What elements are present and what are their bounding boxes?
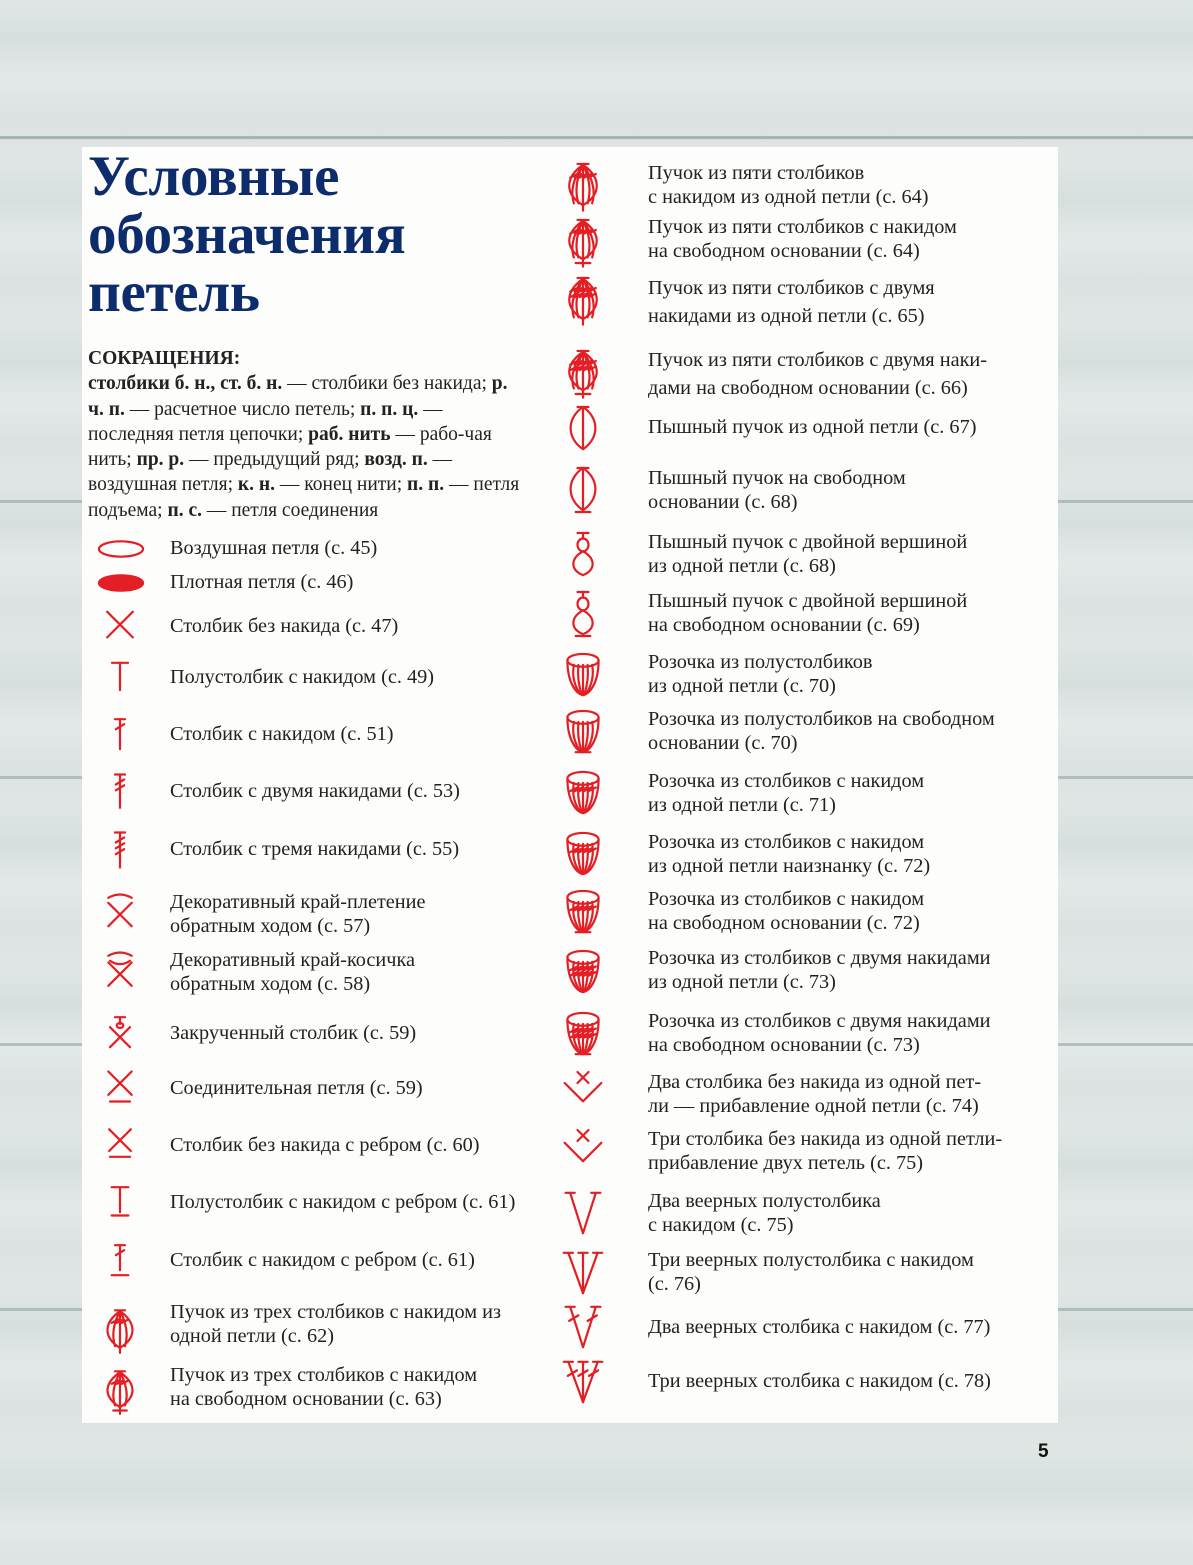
abbr-term: р. ч. п.	[88, 373, 508, 420]
legend-entry-line: Розочка из полустолбиков	[648, 651, 873, 673]
legend-entry-line: Розочка из полустолбиков на свободном	[648, 708, 995, 730]
legend-entry-text	[170, 666, 434, 690]
abbr-term: пр. р.	[136, 449, 185, 471]
legend-entry-text	[648, 531, 967, 578]
legend-entry-line: Столбик без накида (с. 47)	[170, 615, 399, 637]
legend-entry-text	[648, 467, 906, 514]
legend-entry-text	[648, 346, 987, 402]
three-sc-increase-icon	[561, 1124, 605, 1180]
abbr-desc: — расчетное число петель;	[124, 398, 361, 420]
puff-free-base-icon	[561, 462, 605, 518]
legend-entry-text	[170, 537, 377, 561]
legend-entry-line: Три веерных полустолбика с накидом	[648, 1249, 974, 1271]
legend-entry-line: Розочка из столбиков с накидом	[648, 770, 925, 792]
legend-entry-line: Пучок из пяти столбиков с двумя	[648, 277, 935, 299]
legend-entry-text	[648, 416, 976, 440]
legend-entry-line: Полустолбик с накидом (с. 49)	[170, 666, 435, 688]
legend-entry-line: (с. 76)	[648, 1272, 701, 1295]
legend-entry-text	[648, 888, 924, 935]
abbr-term: п. п.	[407, 474, 445, 496]
abbr-desc: — воздушная петля;	[88, 449, 453, 496]
legend-entry-line: из одной петли (с. 71)	[648, 793, 836, 816]
single-crochet-icon	[100, 607, 140, 647]
puff-one-loop-icon	[561, 401, 605, 457]
page-number: 5	[1038, 1441, 1049, 1462]
legend-entry-line: Столбик с накидом (с. 51)	[170, 723, 394, 745]
twisted-stitch-icon	[100, 1011, 140, 1055]
legend-entry-text	[170, 1249, 475, 1273]
legend-entry-text	[648, 1010, 991, 1057]
abbr-term: столбики б. н., ст. б. н.	[88, 373, 283, 395]
plank-seam	[0, 136, 1193, 139]
two-hdc-fan-icon	[561, 1185, 605, 1241]
slip-stitch-icon	[100, 1068, 140, 1110]
legend-entry-line: прибавление двух петель (с. 75)	[648, 1151, 924, 1174]
double-treble-crochet-icon	[100, 826, 140, 874]
legend-entry-text	[648, 1316, 990, 1340]
legend-entry-line: дами на свободном основании (с. 66)	[648, 377, 968, 399]
legend-entry-line: Декоративный край-косичка	[170, 949, 416, 971]
legend-entry-text	[648, 831, 930, 878]
three-dc-fan-icon	[561, 1354, 605, 1410]
legend-entry-text	[170, 1301, 501, 1348]
legend-entry-line: Три столбика без накида из одной петли-	[648, 1128, 1003, 1150]
title-line: петель	[88, 261, 260, 324]
legend-entry-line: Пышный пучок на свободном	[648, 467, 906, 489]
rose-hdc-one-loop-icon	[561, 647, 605, 703]
legend-entry-line: Столбик с тремя накидами (с. 55)	[170, 838, 460, 860]
legend-entry-text	[170, 615, 398, 639]
legend-entry-line: на свободном основании (с. 72)	[648, 911, 920, 934]
abbr-desc: — петля соединения	[201, 499, 379, 521]
legend-entry-line: Пышный пучок с двойной вершиной	[648, 590, 968, 612]
legend-entry-line: обратным ходом (с. 57)	[170, 914, 371, 937]
legend-entry-line: Столбик с накидом с ребром (с. 61)	[170, 1249, 475, 1271]
legend-entry-line: из одной петли (с. 68)	[648, 554, 836, 577]
legend-entry-text	[170, 1364, 477, 1411]
legend-entry-text	[648, 947, 991, 994]
page-title	[88, 145, 406, 324]
legend-entry-text	[648, 162, 929, 209]
two-sc-increase-icon	[561, 1066, 605, 1122]
cluster-3-one-loop-icon	[100, 1300, 140, 1354]
legend-entry-line: из одной петли (с. 70)	[648, 674, 836, 697]
legend-entry-text	[170, 723, 394, 747]
legend-entry-text	[648, 216, 957, 263]
slip-loop-icon	[98, 573, 144, 593]
legend-entry-text	[648, 1128, 1002, 1175]
legend-entry-text	[170, 891, 426, 938]
two-dc-fan-icon	[561, 1299, 605, 1355]
double-crochet-icon	[100, 713, 140, 757]
treble-crochet-icon	[100, 769, 140, 815]
legend-entry-text	[648, 1249, 974, 1296]
legend-entry-text	[170, 1077, 423, 1101]
rose-dc-reverse-icon	[561, 826, 605, 882]
title-line: Условные	[88, 145, 340, 208]
legend-entry-line: Закрученный столбик (с. 59)	[170, 1022, 417, 1044]
legend-entry-line: Розочка из столбиков с накидом	[648, 831, 925, 853]
legend-entry-line: Соединительная петля (с. 59)	[170, 1077, 423, 1099]
half-double-crochet-icon	[100, 658, 140, 698]
legend-entry-line: накидами из одной петли (с. 65)	[648, 305, 925, 327]
legend-entry-line: Пучок из пяти столбиков с накидом	[648, 216, 957, 238]
legend-entry-line: Пышный пучок с двойной вершиной	[648, 531, 968, 553]
chain-stitch-icon	[98, 539, 144, 559]
braid-edge-icon	[100, 947, 140, 993]
cluster-5-free-base-icon	[561, 213, 605, 269]
legend-entry-text	[648, 770, 924, 817]
legend-entry-line: Два столбика без накида из одной пет-	[648, 1071, 982, 1093]
legend-entry-text	[648, 708, 995, 755]
legend-entry-line: основании (с. 68)	[648, 490, 798, 513]
legend-entry-text	[648, 590, 967, 637]
legend-entry-text	[648, 1370, 991, 1394]
legend-entry-line: с накидом из одной петли (с. 64)	[648, 185, 929, 208]
legend-entry-text	[648, 1071, 981, 1118]
cluster-5-one-loop-icon	[561, 157, 605, 213]
legend-entry-line: на свободном основании (с. 69)	[648, 613, 920, 636]
abbr-term: к. н.	[237, 474, 276, 496]
cluster-5-two-yo-one-loop-icon	[561, 271, 605, 327]
legend-entry-line: Розочка из столбиков с двумя накидами	[648, 1010, 991, 1032]
legend-entry-line: ли — прибавление одной петли (с. 74)	[648, 1094, 979, 1117]
abbreviations-block	[88, 346, 528, 523]
legend-entry-line: на свободном основании (с. 63)	[170, 1387, 442, 1410]
legend-entry-text	[648, 274, 935, 330]
crab-stitch-icon	[100, 890, 140, 934]
abbr-desc: — предыдущий ряд;	[184, 449, 365, 471]
legend-entry-text	[648, 651, 872, 698]
legend-entry-line: Розочка из столбиков с накидом	[648, 888, 925, 910]
abbr-desc: — петля подъема;	[88, 474, 520, 521]
legend-entry-text	[648, 1190, 881, 1237]
ribbed-single-crochet-icon	[100, 1125, 140, 1167]
legend-entry-text	[170, 1191, 515, 1215]
legend-entry-line: Декоративный край-плетение	[170, 891, 426, 913]
legend-entry-line: Пучок из трех столбиков с накидом	[170, 1364, 478, 1386]
ribbed-double-crochet-icon	[100, 1239, 140, 1283]
abbr-term: возд. п.	[364, 449, 428, 471]
legend-entry-text	[170, 1134, 480, 1158]
legend-entry-line: с накидом (с. 75)	[648, 1213, 794, 1236]
double-top-puff-free-base-icon	[561, 586, 605, 642]
legend-entry-line: Два веерных полустолбика	[648, 1190, 881, 1212]
rose-tr-one-loop-icon	[561, 944, 605, 1000]
legend-entry-line: основании (с. 70)	[648, 731, 798, 754]
legend-entry-line: из одной петли наизнанку (с. 72)	[648, 854, 931, 877]
abbreviations-heading: СОКРАЩЕНИЯ:	[88, 348, 241, 369]
legend-entry-line: на свободном основании (с. 64)	[648, 239, 920, 262]
abbr-desc: — последняя петля цепочки;	[88, 398, 443, 445]
abbr-desc: — конец нити;	[275, 474, 408, 496]
legend-entry-line: Столбик с двумя накидами (с. 53)	[170, 780, 460, 802]
legend-entry-line: на свободном основании (с. 73)	[648, 1033, 920, 1056]
rose-tr-free-base-icon	[561, 1006, 605, 1062]
legend-entry-line: Пучок из пяти столбиков с двумя наки-	[648, 349, 988, 371]
cluster-3-free-base-icon	[100, 1360, 140, 1416]
legend-entry-line: из одной петли (с. 73)	[648, 970, 836, 993]
title-line: обозначения	[88, 203, 406, 266]
legend-entry-line: Пышный пучок из одной петли (с. 67)	[648, 416, 977, 438]
double-top-puff-one-loop-icon	[561, 527, 605, 583]
legend-entry-line: Два веерных столбика с накидом (с. 77)	[648, 1316, 991, 1338]
legend-entry-line: Столбик без накида с ребром (с. 60)	[170, 1134, 480, 1156]
abbr-term: п. п. ц.	[360, 398, 419, 420]
three-hdc-fan-icon	[561, 1245, 605, 1301]
ribbed-half-double-icon	[100, 1182, 140, 1224]
abbr-term: п. с.	[167, 499, 202, 521]
legend-entry-text	[170, 571, 353, 595]
abbr-desc: — рабо-чая нить;	[88, 423, 492, 471]
legend-entry-line: одной петли (с. 62)	[170, 1324, 334, 1347]
legend-entry-text	[170, 838, 459, 862]
legend-entry-line: Розочка из столбиков с двумя накидами	[648, 947, 991, 969]
legend-entry-line: Полустолбик с накидом с ребром (с. 61)	[170, 1191, 516, 1213]
abbr-term: раб. нить	[308, 423, 391, 445]
legend-entry-text	[170, 1022, 416, 1046]
rose-dc-one-loop-icon	[561, 765, 605, 821]
legend-entry-line: Три веерных столбика с накидом (с. 78)	[648, 1370, 991, 1392]
legend-entry-line: Плотная петля (с. 46)	[170, 571, 354, 593]
legend-entry-text	[170, 780, 460, 804]
legend-entry-text	[170, 949, 415, 996]
cluster-5-two-yo-free-base-icon	[561, 344, 605, 400]
legend-entry-line: обратным ходом (с. 58)	[170, 972, 371, 995]
rose-dc-free-base-icon	[561, 884, 605, 940]
legend-entry-line: Пучок из трех столбиков с накидом из	[170, 1301, 502, 1323]
legend-entry-line: Воздушная петля (с. 45)	[170, 537, 378, 559]
legend-entry-line: Пучок из пяти столбиков	[648, 162, 865, 184]
rose-hdc-free-base-icon	[561, 704, 605, 760]
abbr-desc: — столбики без накида;	[282, 373, 492, 395]
